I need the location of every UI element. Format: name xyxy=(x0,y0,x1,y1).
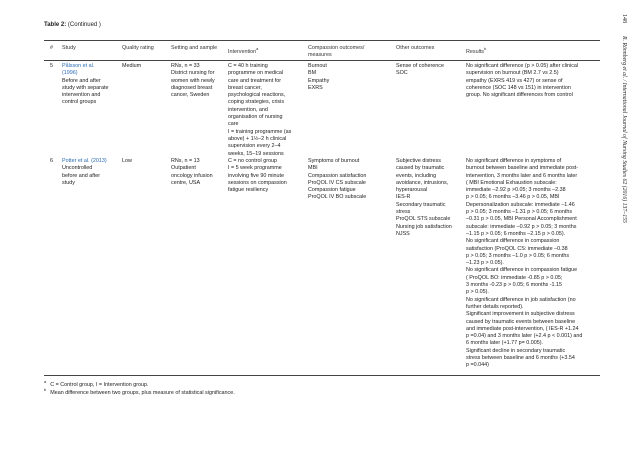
header-intervention-sup: a xyxy=(256,46,259,51)
row-5-intervention: C = 40 h training programme on medical care and treatment for breast cancer, psychological reactions, coping strategies, crisis intervention, and organisation of nursing care I = training programme (as above) + 1½–2 h clinical supervision every 2–4 weeks, 15–19 sessions xyxy=(228,63,292,157)
row-6-study-link[interactable]: Potter et al. (2013) xyxy=(62,158,107,164)
row-5-compassion: Burnout BM Empathy EXRS xyxy=(308,63,330,91)
table-caption xyxy=(44,22,101,28)
row-5-num: 5 xyxy=(50,63,53,69)
running-header: R. Rönnberg et al. / International Journal of Nursing Studies 62 (2016) 137–155 xyxy=(621,36,627,223)
header-setting: Setting and sample xyxy=(171,45,218,51)
row-6-results: No significant difference in symptoms of burnout between baseline and immediate post- intervention, 3 months later and 6 months later ( MBI Emotional Exhaustion subscale: immediate –2.92 p >0.05; 3 months –2.38 p > 0.05; 6 months –3.46 p > 0.05, MBI Depersonalization subscale: immediate –1.46 p > 0.05; 3 months –1.31 p > 0.05; 6 months –0.31 p > 0.05, MBI Personal Accomplishment subscale: immediate –0.92 p > 0.05; 3 months –1.15 p > 0.05; 6 months –2.15 p > 0.05). No significant difference in compassion satisfaction (ProQOL CS: immediate –0.38 p > 0.05; 3 months –1.0 p > 0.05; 6 months –1.23 p > 0.05). No significant difference in compassion fatigue ( ProQOL BO: immediate -0.85 p > 0.05; 3 months -0.23 p > 0.05; 6 months -1.15 p > 0.05). No significant difference in job satisfaction (no further details reported). Significant improvement in subjective distress caused by traumatic events between baseline and immediate post-intervention, ( IES-R +1.24 p =0.04) and 3 months later (+2.4 p < 0.001) and 6 months later (+1.77 p= 0.005). Significant decline in secondary traumatic stress between baseline and 6 months (+3.54 p =0.044) xyxy=(466,158,583,369)
row-5-study-link[interactable]: Pålsson et al. (1996) xyxy=(62,63,95,77)
footnote-b-mark: b xyxy=(44,387,47,392)
header-num: # xyxy=(50,45,53,51)
row-5-quality: Medium xyxy=(122,63,142,69)
row-5-study xyxy=(62,63,108,107)
row-6-setting: RNs, n = 13 Outpatient oncology infusion centre, USA xyxy=(171,158,213,186)
row-5-study-design: Before and after study with separate intervention and control groups xyxy=(62,77,109,106)
table-header-rule xyxy=(44,60,600,61)
header-quality: Quality rating xyxy=(122,45,154,51)
row-6-compassion: Symptoms of burnout MBI Compassion satisfaction ProQOL IV CS subscale Compassion fatigue ProQOL IV BO subscale xyxy=(308,158,367,201)
footnote-b-text: Mean difference between two groups, plus measure of statistical significance. xyxy=(50,389,235,396)
header-intervention-text: Intervention xyxy=(228,48,257,55)
header-results-text: Results xyxy=(466,48,484,55)
table-bottom-rule xyxy=(44,375,600,376)
table-label: Table 2: xyxy=(44,22,67,28)
footnote-a-text: C = Control group, I = Intervention group. xyxy=(50,381,149,388)
row-6-other: Subjective distress caused by traumatic events, including avoidance, intrusions, hyperarousal IES-R Secondary traumatic stress ProQOL STS subscale Nursing job satisfaction NJSS xyxy=(396,158,452,237)
header-other: Other outcomes xyxy=(396,45,435,51)
page-number: 148 xyxy=(621,14,627,23)
row-6-intervention: C = no control group I = 5 week programme involving five 90 minute sessions on compassion fatigue resiliency xyxy=(228,158,287,194)
row-6-study-design: Uncontrolled before and after study xyxy=(62,165,101,186)
row-6-quality: Low xyxy=(122,158,132,164)
header-results-sup: b xyxy=(483,46,487,51)
row-5-results: No significant difference (p > 0.05) after clinical supervision on burnout (BM 2.7 vs 2.5) empathy (EXRS 419 vs 427) or sense of coherence (SOC 148 vs 151) in intervention group. No significant differences from control xyxy=(466,63,579,99)
header-compassion: Compassion outcomes/ measures xyxy=(308,45,365,59)
table-top-rule xyxy=(44,40,600,41)
row-5-other: Sense of coherence SOC xyxy=(396,63,444,77)
footnote-a-mark: a xyxy=(44,379,47,384)
header-study: Study xyxy=(62,45,76,51)
row-6-study xyxy=(62,158,107,187)
table-continued: (Continued ) xyxy=(67,22,101,28)
header-results xyxy=(466,45,486,56)
footnote-b xyxy=(44,387,235,396)
header-intervention xyxy=(228,45,258,56)
row-6-num: 6 xyxy=(50,158,53,164)
row-5-setting: RNs, n = 33 District nursing for women with newly diagnosed breast cancer, Sweden xyxy=(171,63,215,99)
